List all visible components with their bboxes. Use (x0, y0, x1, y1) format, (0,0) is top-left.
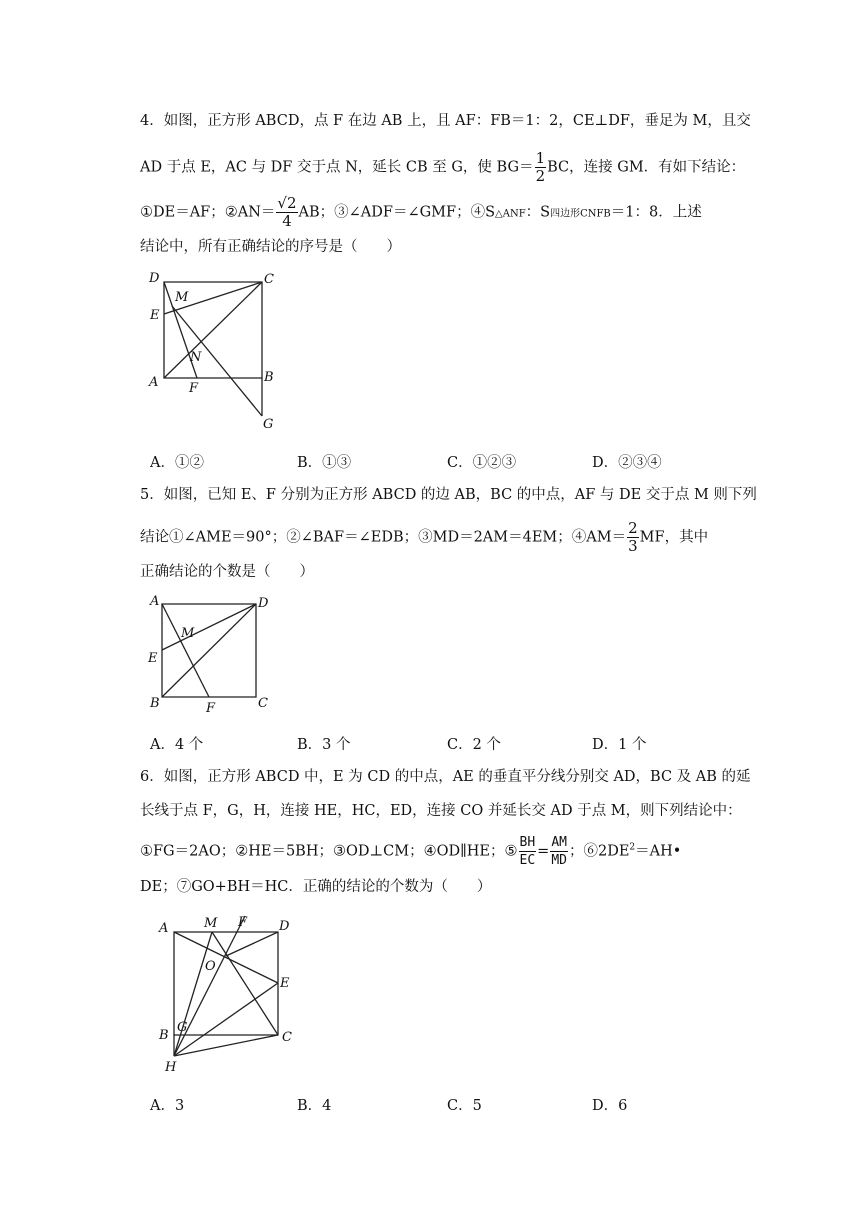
q6-line-od (226, 932, 278, 956)
q4-option-c[interactable]: C．①②③ (447, 455, 517, 471)
q4-line-mg (172, 306, 262, 416)
q6-label-g: G (177, 1020, 188, 1035)
q4-label-d: D (149, 271, 160, 286)
q6-option-b[interactable]: B．4 (297, 1098, 332, 1114)
q5-label-d: D (258, 596, 269, 611)
q4-label-n: N (190, 350, 202, 365)
q5-label-b: B (150, 696, 160, 711)
q4-fraction-an-denominator: 4 (282, 212, 292, 230)
q4-line-1: 4．如图，正方形 ABCD，点 F 在边 AB 上，且 AF：FB＝1：2，CE⊥DF，垂足为 M，且交 (140, 113, 751, 129)
q4-fraction-bg-denominator: 2 (535, 167, 546, 185)
q4-label-m: M (175, 290, 189, 305)
q5-option-a[interactable]: A．4 个 (150, 737, 204, 753)
q4-label-a: A (149, 375, 159, 390)
q4-fraction-an-numerator: √2 (277, 194, 297, 212)
q6-fraction-md: MD (551, 853, 567, 868)
q6-fraction-bh-ec (519, 834, 537, 869)
q6-fraction-am-md (550, 834, 568, 869)
q4-fraction-bg-numerator: 1 (535, 149, 546, 167)
q6-label-d: D (279, 919, 290, 934)
q6-line-mid (174, 932, 212, 1056)
q5-label-c: C (258, 696, 268, 711)
q6-option-a[interactable]: A．3 (150, 1098, 185, 1114)
q4-fraction-bg (535, 150, 547, 185)
q4-area-s1: S (485, 204, 496, 221)
q5-label-e: E (148, 651, 158, 666)
q4-line-3 (140, 195, 702, 230)
q6-label-c: C (282, 1030, 292, 1045)
q6-line-3-text-b: ；⑥2DE (568, 843, 630, 860)
q4-option-d[interactable]: D．②③④ (592, 455, 662, 471)
q4-area-s2-sub: 四边形CNFB (550, 208, 611, 220)
q4-label-f: F (189, 381, 199, 396)
q6-line-3 (140, 834, 681, 869)
q5-figure (145, 590, 295, 720)
q6-fraction-am: AM (551, 835, 567, 850)
q6-label-f: F (238, 915, 248, 930)
q4-option-b[interactable]: B．①③ (297, 455, 352, 471)
q5-option-d[interactable]: D．1 个 (592, 737, 647, 753)
q5-line-db (162, 604, 256, 697)
q6-label-m: M (204, 916, 218, 931)
q4-line-2-text-a: AD 于点 E，AC 与 DF 交于点 N，延长 CB 至 G，使 BG＝ (140, 159, 534, 176)
q6-line-1: 6．如图，正方形 ABCD 中，E 为 CD 的中点，AE 的垂直平分线分别交 AD，BC 及 AB 的延 (140, 769, 751, 785)
q6-line-3-text-c: ＝AH• (635, 843, 682, 860)
q6-squared: 2 (629, 842, 636, 853)
q5-line-2-text-a: 结论①∠AME＝90°；②∠BAF＝∠EDB；③MD＝2AM＝4EM；④AM＝ (140, 529, 627, 546)
q6-option-d[interactable]: D．6 (592, 1098, 628, 1114)
q6-figure (150, 910, 320, 1080)
q5-line-3: 正确结论的个数是（ ） (140, 564, 314, 580)
q4-label-c: C (264, 272, 274, 287)
q4-line-3-text-a: ①DE＝AF；②AN＝ (140, 204, 276, 221)
q6-label-b: B (159, 1028, 169, 1043)
q5-line-1: 5．如图，已知 E、F 分别为正方形 ABCD 的边 AB，BC 的中点，AF 与 DE 交于点 M 则下列 (140, 487, 757, 503)
q6-label-o: O (205, 959, 216, 974)
q5-line-2 (140, 520, 708, 555)
q4-area-s1-sub: △ANF (495, 208, 526, 220)
q4-figure (140, 266, 340, 436)
q6-line-3-text-a: ①FG＝2AO；②HE＝5BH；③OD⊥CM；④OD∥HE；⑤ (140, 843, 518, 860)
q6-label-h: H (165, 1060, 177, 1075)
q6-line-2: 长线于点 F，G，H，连接 HE，HC，ED，连接 CO 并延长交 AD 于点 M，则下列结论中： (140, 803, 742, 819)
q5-label-m: M (181, 626, 195, 641)
q5-label-a: A (150, 594, 160, 609)
q4-fraction-an (276, 195, 297, 230)
q4-line-4: 结论中，所有正确结论的序号是（ ） (140, 239, 401, 255)
q4-area-s2: ：S (525, 204, 551, 221)
q4-line-3-text-e: ＝1：8．上述 (610, 204, 702, 221)
q4-line-2-text-b: BC，连接 GM．有如下结论： (547, 159, 746, 176)
q6-line-4: DE；⑦GO+BH＝HC．正确的结论的个数为（ ） (140, 879, 492, 895)
q6-label-a: A (159, 921, 169, 936)
q5-label-f: F (206, 701, 216, 716)
q4-label-g: G (263, 417, 274, 432)
q4-label-e: E (150, 308, 160, 323)
q6-fraction-bh: BH (519, 835, 536, 850)
q6-label-e: E (280, 976, 290, 991)
q4-line-2 (140, 150, 745, 185)
q4-option-a[interactable]: A．①② (150, 455, 204, 471)
q5-fraction-denominator: 3 (628, 537, 638, 555)
q5-option-b[interactable]: B．3 个 (297, 737, 351, 753)
q6-fraction-ec: EC (519, 853, 536, 868)
q5-line-af (162, 604, 209, 697)
q5-option-c[interactable]: C．2 个 (447, 737, 501, 753)
q6-equals: = (537, 843, 550, 860)
q5-line-2-text-b: MF，其中 (639, 529, 709, 546)
q5-line-de (162, 604, 256, 650)
q5-fraction (627, 520, 639, 555)
q5-fraction-numerator: 2 (628, 519, 638, 537)
q6-option-c[interactable]: C．5 (447, 1098, 482, 1114)
q4-line-3-text-b: AB；③∠ADF＝∠GMF；④ (298, 204, 486, 221)
q4-label-b: B (264, 370, 274, 385)
